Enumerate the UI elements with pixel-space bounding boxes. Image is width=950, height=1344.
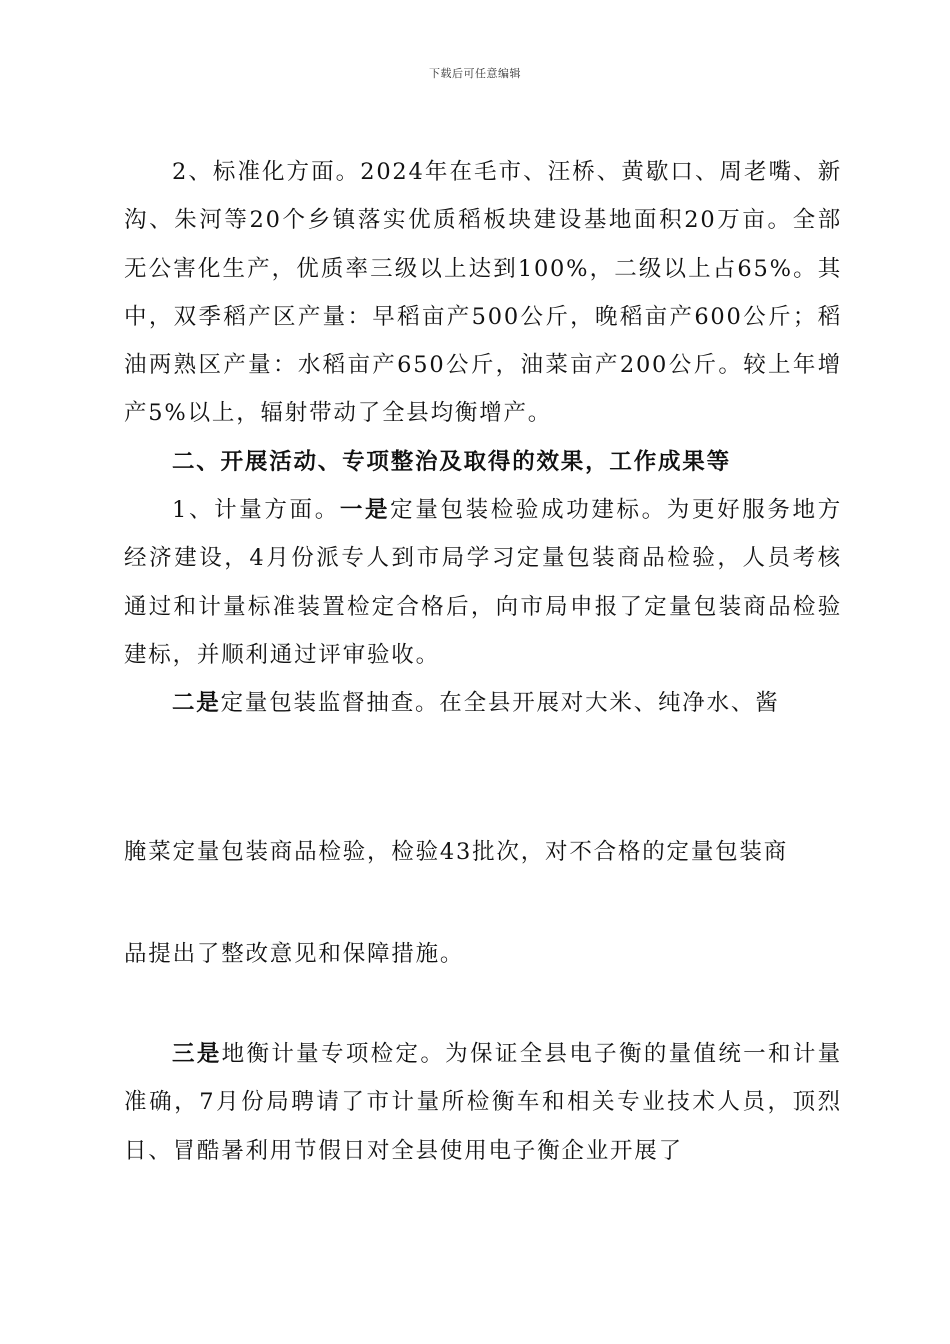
paragraph-second-line1 bbox=[124, 679, 842, 727]
lead-third: 三是 bbox=[172, 1041, 222, 1068]
paragraph-second-text1: 定量包装监督抽查。在全县开展对大米、纯净水、酱 bbox=[220, 690, 780, 717]
paragraph-third-body: 地衡计量专项检定。为保证全县电子衡的量值统一和计量准确，7月份局聘请了市计量所检衡车和相关专业技术人员，顶烈日、冒酷暑利用节假日对全县使用电子衡企业开展了 bbox=[124, 1041, 842, 1164]
paragraph-metrology-prefix: 1、计量方面。 bbox=[172, 497, 340, 524]
page-header-note: 下载后可任意编辑 bbox=[429, 67, 521, 80]
paragraph-third bbox=[124, 1030, 842, 1175]
paragraph-metrology bbox=[124, 486, 842, 679]
document-body bbox=[124, 148, 842, 1175]
paragraph-second-line3: 品提出了整改意见和保障措施。 bbox=[124, 940, 465, 967]
section-heading-2: 二、开展活动、专项整治及取得的效果，工作成果等 bbox=[172, 448, 731, 475]
paragraph-metrology-body: 定量包装检验成功建标。为更好服务地方经济建设，4月份派专人到市局学习定量包装商品检验，人员考核通过和计量标准装置检定合格后，向市局申报了定量包装商品检验建标，并顺利通过评审验收。 bbox=[124, 497, 842, 668]
paragraph-standardization: 2、标准化方面。2024年在毛市、汪桥、黄歇口、周老嘴、新沟、朱河等20个乡镇落实优质稻板块建设基地面积20万亩。全部无公害化生产，优质率三级以上达到100%，二级以上占65%。其中，双季稻产区产量：早稻亩产500公斤，晚稻亩产600公斤；稻油两熟区产量：水稻亩产650公斤，油菜亩产200公斤。较上年增产5%以上，辐射带动了全县均衡增产。 bbox=[124, 159, 842, 427]
paragraph-second-line2: 腌菜定量包装商品检验，检验43批次，对不合格的定量包装商 bbox=[124, 838, 789, 865]
lead-first: 一是 bbox=[339, 497, 391, 524]
lead-second: 二是 bbox=[172, 690, 221, 717]
